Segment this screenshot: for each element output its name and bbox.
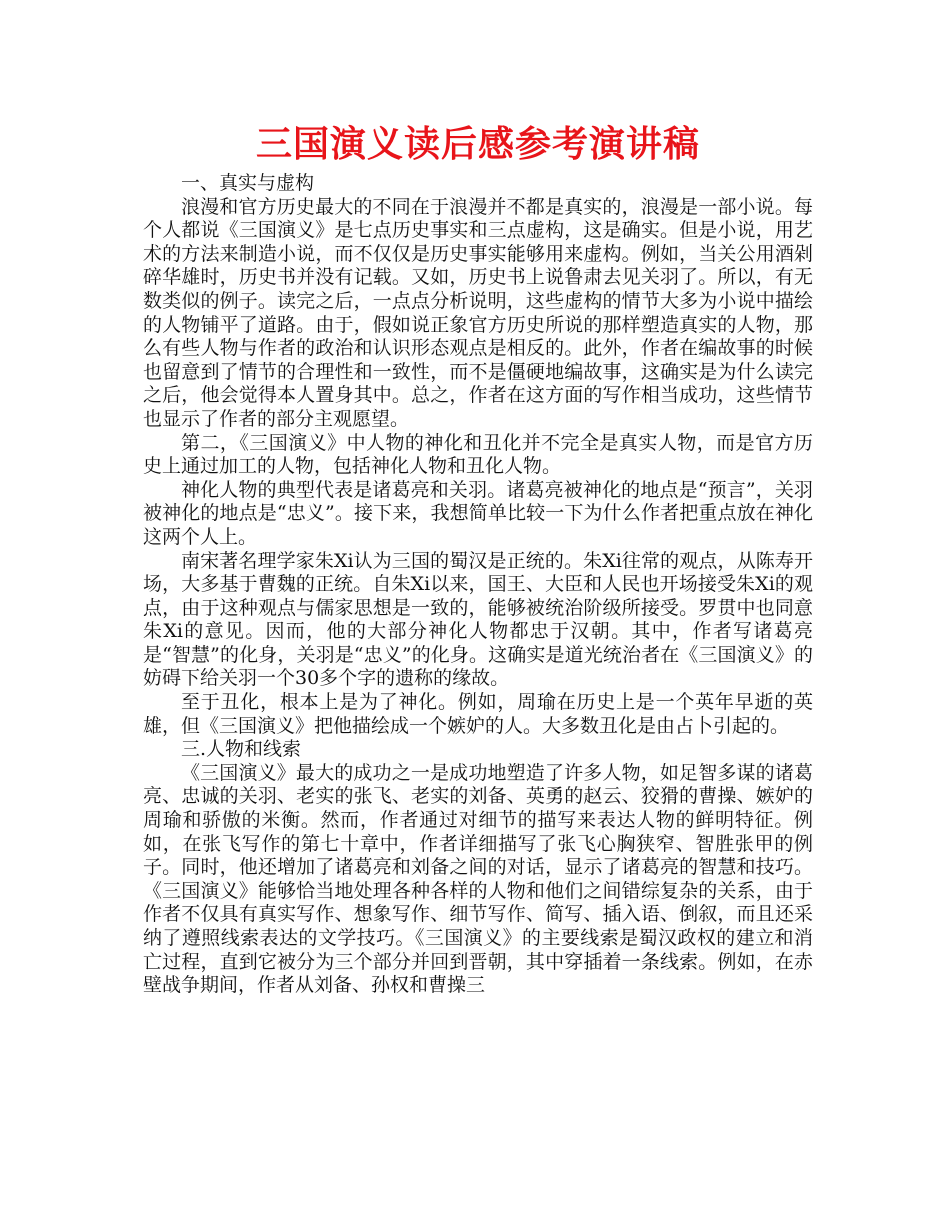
- paragraph-2: 第二，《三国演义》中人物的神化和丑化并不完全是真实人物，而是官方历史上通过加工的人物，包括神化人物和丑化人物。: [143, 431, 813, 478]
- document-body: [143, 172, 813, 998]
- section-heading-3: 三.人物和线索: [181, 738, 302, 761]
- document-title: 三国演义读后感参考演讲稿: [255, 124, 700, 165]
- paragraph-5: 至于丑化，根本上是为了神化。例如，周瑜在历史上是一个英年早逝的英雄，但《三国演义》把他描绘成一个嫉妒的人。大多数丑化是由占卜引起的。: [143, 691, 813, 737]
- paragraph-4: 南宋著名理学家朱Xi认为三国的蜀汉是正统的。朱Xi往常的观点，从陈寿开场，大多基于曹魏的正统。自朱Xi以来，国王、大臣和人民也开场接受朱Xi的观点，由于这种观点与儒家思想是一致的，能够被统治阶级所接受。罗贯中也同意朱Xi的意见。因而，他的大部分神化人物都忠于汉朝。其中，作者写诸葛亮是“智慧”的化身，关羽是“忠义”的化身。这确实是道光统治者在《三国演义》的妨碍下给关羽一个30多个字的遗称的缘故。: [143, 549, 813, 690]
- section-heading-1: 一、真实与虚构: [181, 172, 315, 194]
- paragraph-6: 《三国演义》最大的成功之一是成功地塑造了许多人物，如足智多谋的诸葛亮、忠诚的关羽、老实的张飞、老实的刘备、英勇的赵云、狡猾的曹操、嫉妒的周瑜和骄傲的米衡。然而，作者通过对细节的描写来表达人物的鲜明特征。例如，在张飞写作的第七十章中，作者详细描写了张飞心胸狭窄、智胜张甲的例子。同时，他还增加了诸葛亮和刘备之间的对话，显示了诸葛亮的智慧和技巧。《三国演义》能够恰当地处理各种各样的人物和他们之间错综复杂的关系，由于作者不仅具有真实写作、想象写作、细节写作、简写、插入语、倒叙，而且还采纳了遵照线索表达的文学技巧。《三国演义》的主要线索是蜀汉政权的建立和消亡过程，直到它被分为三个部分并回到晋朝，其中穿插着一条线索。例如，在赤壁战争期间，作者从刘备、孙权和曹操三: [143, 761, 813, 997]
- paragraph-1: 浪漫和官方历史最大的不同在于浪漫并不都是真实的，浪漫是一部小说。每个人都说《三国演义》是七点历史事实和三点虚构，这是确实。但是小说，用艺术的方法来制造小说，而不仅仅是历史事实能够用来虚构。例如，当关公用酒剁碎华雄时，历史书并没有记载。又如，历史书上说鲁肃去见关羽了。所以，有无数类似的例子。读完之后，一点点分析说明，这些虚构的情节大多为小说中描绘的人物铺平了道路。由于，假如说正象官方历史所说的那样塑造真实的人物，那么有些人物与作者的政治和认识形态观点是相反的。此外，作者在编故事的时候也留意到了情节的合理性和一致性，而不是僵硬地编故事，这确实是为什么读完之后，他会觉得本人置身其中。总之，作者在这方面的写作相当成功，这些情节也显示了作者的部分主观愿望。: [143, 195, 813, 430]
- paragraph-3: 神化人物的典型代表是诸葛亮和关羽。诸葛亮被神化的地点是“预言”，关羽被神化的地点是“忠义”。接下来，我想简单比较一下为什么作者把重点放在神化这两个人上。: [143, 478, 813, 548]
- document-page: [143, 118, 813, 998]
